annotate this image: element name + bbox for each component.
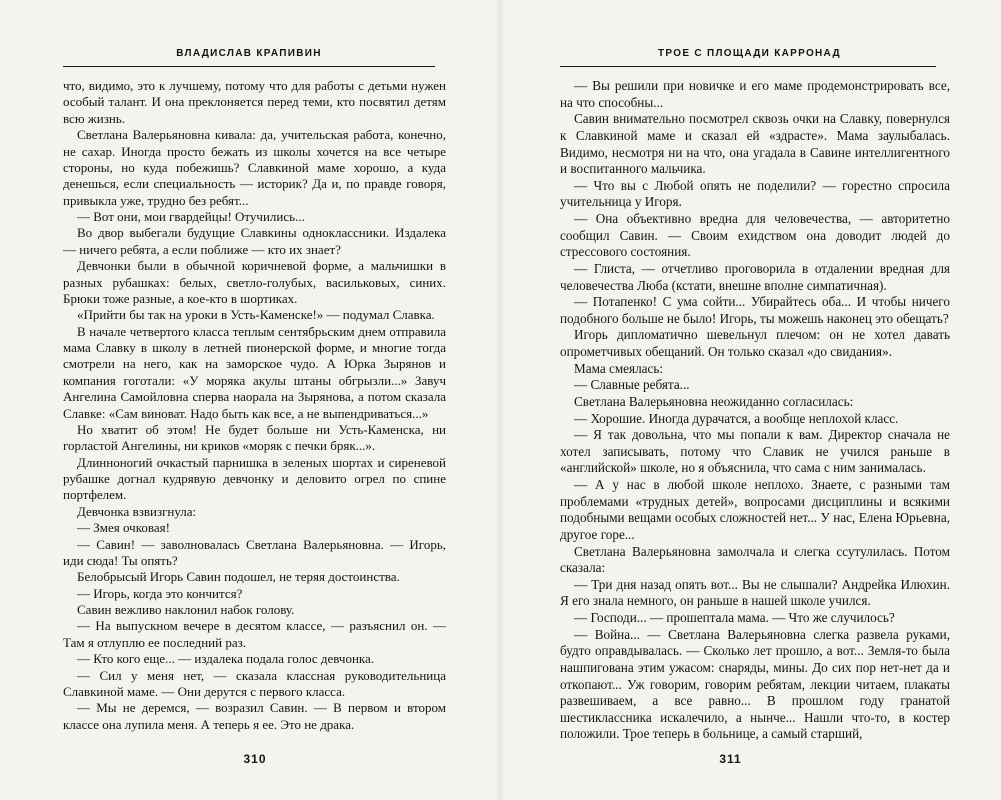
paragraph: — Господи... — прошептала мама. — Что же случилось? bbox=[574, 610, 895, 625]
paragraph: В начале четвертого класса теплым сентябрьским днем отправила мама Славку в школу в летней пионерской форме, и многие тогда смотрели на него, как на заморское чудо. А Юрка Зырянов и компания гоготали: «У моряка акулы штаны обгрызли...» Завуч Ангелина Самойловна сперва наорала на Зырянова, а потом сказала Славке: «Сам виноват. Надо быть как все, а не выпендриваться...» bbox=[63, 323, 446, 421]
paragraph: — Славные ребята... bbox=[574, 377, 690, 393]
paragraph: — Кто кого еще... — издалека подала голос девчонка. bbox=[77, 651, 375, 667]
paragraph: — Вы решили при новичке и его маме продемонстрировать все, на что способны... bbox=[560, 78, 950, 110]
paragraph: Светлана Валерьяновна замолчала и слегка ссутулилась. Потом сказала: bbox=[560, 543, 950, 576]
paragraph: Но хватит об этом! Не будет больше ни Усть-Каменска, ни горластой Ангелины, ни криков «моряк с печки бряк...». bbox=[63, 421, 446, 454]
running-head-left-text: ВЛАДИСЛАВ КРАПИВИН bbox=[176, 48, 322, 59]
right-page bbox=[500, 0, 1001, 800]
paragraph: Девчонки были в обычной коричневой форме, а мальчишки в разных рубашках: белых, светло-голубых, васильковых, синих. Брюки тоже разные, а кое-кто в шортиках. bbox=[63, 258, 446, 306]
paragraph: — Глиста, — отчетливо проговорила в отдалении вредная для человечества Люба (кстати, внешне вполне симпатичная). bbox=[560, 260, 950, 293]
paragraph: — На выпускном вечере в десятом классе, — разъяснил он. — Там я отлуплю ее последний раз. bbox=[63, 618, 446, 650]
paragraph: Игорь дипломатично шевельнул плечом: он не хотел давать опрометчивых обещаний. Он только сказал «до свидания». bbox=[560, 327, 950, 359]
paragraph: — А у нас в любой школе неплохо. Знаете, с разными там проблемами «трудных детей», вопросами дисциплины и всякими подобными вещами особых сложностей нет... У нас, Елена Юрьевна, другое горе... bbox=[560, 477, 950, 542]
running-head-right-text: ТРОЕ С ПЛОЩАДИ КАРРОНАД bbox=[658, 48, 841, 59]
paragraph: — Змея очковая! bbox=[77, 520, 170, 536]
paragraph: Мама смеялась: bbox=[574, 360, 664, 376]
paragraph: — Война... — Светлана Валерьяновна слегка развела руками, будто оправдывалась. — Сколько лет прошло, а вот... Земля-то была нашпигована этим ужасом: снаряды, мины. До сих пор нет-нет да и откопают... Уж говорим, говорим ребятам, лекции читаем, плакаты развешиваем, а все равно... В прошлом году гранатой шестиклассника искалечило, а нынче... Нашли что-то, в костер положили. Трое теперь в больнице, а самый старший, bbox=[560, 626, 950, 742]
left-page-body bbox=[63, 78, 446, 733]
paragraph: — Вот они, мои гвардейцы! Отучились... bbox=[77, 209, 305, 224]
right-page-body bbox=[560, 78, 950, 743]
paragraph: Светлана Валерьяновна неожиданно согласилась: bbox=[574, 393, 854, 409]
paragraph: Девчонка взвизгнула: bbox=[77, 503, 197, 519]
paragraph: Длинноногий очкастый парнишка в зеленых шортах и сиреневой рубашке догнал кудрявую девчонку и деловито огрел по спине портфелем. bbox=[63, 454, 446, 503]
paragraph: — Три дня назад опять вот... Вы не слышали? Андрейка Илюхин. Я его знала немного, он раньше в нашей школе учился. bbox=[560, 576, 950, 609]
page-number-right: 311 bbox=[719, 752, 742, 766]
paragraph: Белобрысый Игорь Савин подошел, не теряя достоинства. bbox=[77, 569, 400, 585]
paragraph: Савин вежливо наклонил набок голову. bbox=[77, 602, 295, 617]
left-page bbox=[0, 0, 500, 800]
paragraph: — Мы не деремся, — возразил Савин. — В первом и втором классе она лупила меня. А теперь я ее. Это не драка. bbox=[63, 700, 446, 732]
paragraph: — Потапенко! С ума сойти... Убирайтесь оба... И чтобы ничего подобного больше не было! Игорь, ты можешь наконец это обещать? bbox=[560, 294, 950, 326]
paragraph: — Я так довольна, что мы попали к вам. Директор сначала не хотел записывать, потому что Славик не учился раньше в «английской» школе, но я объяснила, что сама с ним занималась. bbox=[560, 427, 950, 476]
running-head-right bbox=[560, 46, 936, 67]
paragraph: — Она объективно вредна для человечества, — авторитетно сообщил Савин. — Своим ехидством она доводит людей до стрессового состояния. bbox=[560, 211, 950, 260]
paragraph: — Савин! — заволновалась Светлана Валерьяновна. — Игорь, иди сюда! Ты опять? bbox=[63, 536, 446, 568]
paragraph: — Сил у меня нет, — сказала классная руководительница Славкиной маме. — Они дерутся с первого класса. bbox=[63, 667, 446, 699]
page-number-left: 310 bbox=[243, 752, 267, 766]
paragraph: Во двор выбегали будущие Славкины одноклассники. Издалека — ничего ребята, а если поближе — кто их знает? bbox=[63, 225, 446, 257]
running-head-left bbox=[63, 46, 435, 67]
paragraph: «Прийти бы так на уроки в Усть-Каменске!» — подумал Славка. bbox=[77, 307, 435, 323]
paragraph: Савин внимательно посмотрел сквозь очки на Славку, повернулся к Славкиной маме и сказал ей «здрасте». Мама заулыбалась. Видимо, несмотря ни на что, она угадала в Савине интеллигентного и воспитанного мальчика. bbox=[560, 111, 950, 177]
paragraph: — Что вы с Любой опять не поделили? — горестно спросила учительница у Игоря. bbox=[560, 177, 950, 210]
paragraph: что, видимо, это к лучшему, потому что для работы с детьми нужен особый талант. И она преклоняется перед теми, кто посвятил детям всю жизнь. bbox=[63, 78, 446, 126]
paragraph: Светлана Валерьяновна кивала: да, учительская работа, конечно, не сахар. Иногда просто бежать из школы хочется на все четыре стороны, но куда побежишь? Славкиной маме хорошо, а куда денешься, если специальность — историк? Да и, по правде говоря, привыкла уже, трудно без ребят... bbox=[63, 127, 446, 208]
paragraph: — Хорошие. Иногда дурачатся, а вообще неплохой класс. bbox=[574, 410, 899, 426]
paragraph: — Игорь, когда это кончится? bbox=[77, 585, 243, 601]
